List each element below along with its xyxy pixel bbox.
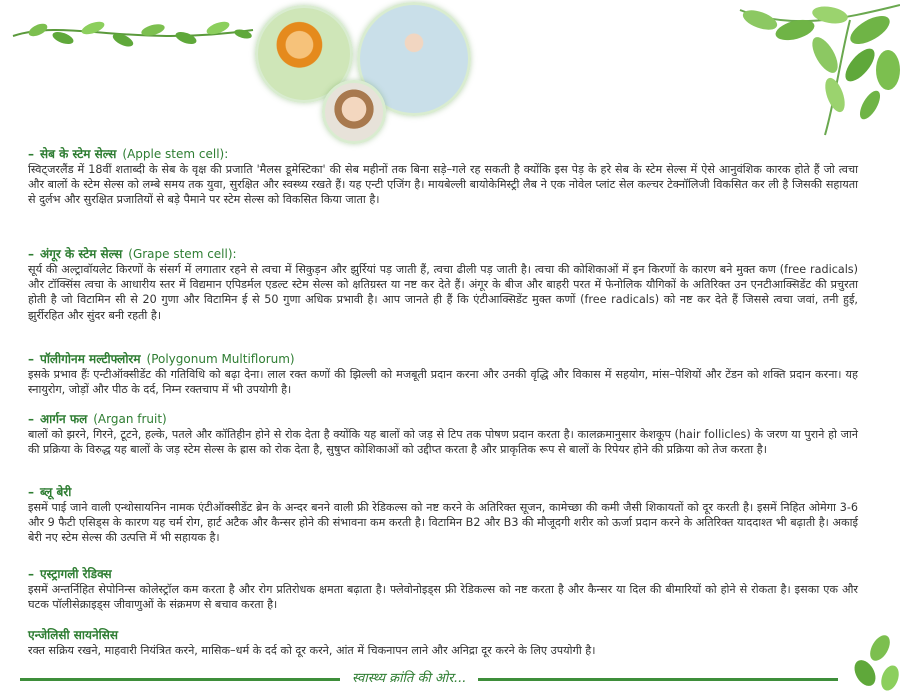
vine-decoration-icon bbox=[8, 8, 258, 58]
heading-hindi: पॉलीगोनम मल्टीफ्लोरम bbox=[40, 352, 141, 366]
heading-hindi: आर्गन फल bbox=[40, 412, 88, 426]
dash-bullet-icon: – bbox=[28, 485, 34, 499]
section-heading bbox=[28, 411, 858, 427]
footer bbox=[0, 668, 900, 690]
footer-rule-left bbox=[20, 678, 340, 681]
dash-bullet-icon: – bbox=[28, 247, 34, 261]
heading-hindi: एन्जेलिसी सायनेसिस bbox=[28, 628, 118, 642]
footer-rule-right bbox=[478, 678, 838, 681]
heading-hindi: ब्लू बेरी bbox=[40, 485, 72, 499]
section-body: स्विट्जरलैंड में 18वीं शताब्दी के सेब के वृक्ष की प्रजाति 'मैलस डूमेस्टिका' की सेब महीनों तक बिना सड़े–गले रह सकती है क्योंकि इस पेड़ के हरे सेब के स्टेम सेल्स में ऐसे आनुवंशिक कारक होते हैं जो त्वचा और बालों के स्टेम सेल्स को लम्बे समय तक युवा, सुरक्षित और स्वस्थ्य रखते हैं। यह एन्टी एजिंग है। मायबेल्ली बायोकेमिस्ट्री लैब ने एक नोवेल प्लांट सेल कल्चर टेक्नॉलिजी विकसित कर ली है जिसकी सहायता से दुर्लभ और सुरक्षित प्रजातियों से बड़े पैमाने पर स्टेम सेल्स को विकसित किया जाता है। bbox=[28, 163, 858, 207]
section-grape-stem-cell bbox=[28, 246, 858, 323]
section-body: इसमें पाई जाने वाली एन्थोसायनिन नामक एंटीऑक्सीडेंट ब्रेन के अन्दर बनने वाली फ्री रेडिकल्स को नष्ट करने के अतिरिक्त सूजन, कामेच्छा की कमी जैसी शिकायतों को दूर करती है। इसमें निहित ओमेगा 3-6 और 9 फैटी एसिड्स के कारण यह चर्म रोग, हार्ट अटैक और कैन्सर होने की संभावना कम करती है। विटामिन B2 और B3 की मौजूदगी शरीर को ऊर्जा प्रदान करने के अतिरिक्त याददाश्त भी बढ़ाती है। अकाई बेरी नए स्टेम सेल्स की उत्पत्ति में भी सहायक है। bbox=[28, 501, 858, 545]
section-body: सूर्य की अल्ट्रावॉयलेट किरणों के संसर्ग में लगातार रहने से त्वचा में सिकुड़न और झुर्रियां पड़ जाती हैं, त्वचा ढीली पड़ जाती है। त्वचा की कोशिकाओं में इन किरणों के कारण बने मुक्त कण (free radicals) और टॉक्सिंस त्वचा के आधारीय स्तर में विद्यमान एपिडर्मल एडल्ट स्टेम सेल्स को क्षतिग्रस्त या नष्ट कर देते हैं। अंगूर के बीज और बाहरी परत में फेनोलिक यौगिकों के अतिरिक्त उन एनटीआक्सिडेंट की प्रचुरता होती है जो विटामिन सी से 20 गुणा और विटामिन ई से 50 गुणा अधिक प्रभावी है। आप जानते ही हैं कि एंटीआक्सिडेंट मुक्त कणों (free radicals) को नष्ट कर देते हैं जिससे त्वचा जवां, तनी हुई, झुर्रीरहित और सुंदर बनी रहती है। bbox=[28, 263, 858, 322]
section-angelicae-sinensis bbox=[28, 627, 595, 658]
section-polygonum bbox=[28, 351, 858, 397]
section-heading bbox=[28, 484, 858, 500]
dash-bullet-icon: – bbox=[28, 147, 34, 161]
section-blue-berry bbox=[28, 484, 858, 546]
leaves-decoration-icon bbox=[620, 0, 900, 140]
section-argan-fruit bbox=[28, 411, 858, 457]
dash-bullet-icon: – bbox=[28, 567, 34, 581]
heading-hindi: अंगूर के स्टेम सेल्स bbox=[40, 247, 123, 261]
section-body: बालों को झरने, गिरने, टूटने, हल्के, पतले और कॉतिहीन होने से रोक देता है क्योंकि यह बालों को जड़ से टिप तक पोषण प्रदान करता है। कालक्रमानुसार केशकूप (hair follicles) के जरण या पुराने हो जाने की प्रक्रिया के विरुद्ध यह बालों के जड़ स्टेम सेल्स के ह्रास को रोक देता है, सुषुप्त कोशिकाओं को उद्दीप्त करता है और प्राकृतिक रूप से बालों के रिपेयर होने की प्रक्रिया को तेज करता है। bbox=[28, 428, 858, 457]
section-heading bbox=[28, 566, 858, 582]
section-heading bbox=[28, 246, 858, 262]
section-heading bbox=[28, 351, 858, 367]
section-heading bbox=[28, 146, 858, 162]
section-apple-stem-cell bbox=[28, 146, 858, 208]
dash-bullet-icon: – bbox=[28, 352, 34, 366]
footer-tagline: स्वास्थ्य क्रांति की ओर... bbox=[352, 671, 466, 686]
section-body: इसके प्रभाव हैंः एन्टीऑक्सीडेंट की गतिविधि को बढ़ा देना। लाल रक्त कणों की झिल्ली को मजबूती प्रदान करना और उनकी वृद्धि और विकास में सहयोग, मांस–पेशियों और टेंडन को शक्ति प्रदान करना। यह स्नायुरोग, जोड़ों और पीठ के दर्द, निम्न रक्तचाप में भी उपयोगी है। bbox=[28, 368, 858, 397]
section-body: रक्त सक्रिय रखने, माहवारी नियंत्रित करने, मासिक–धर्म के दर्द को दूर करने, आंत में चिकनापन लाने और अनिद्रा दूर करने के लिए उपयोगी है। bbox=[28, 644, 596, 657]
heading-english: (Apple stem cell): bbox=[122, 147, 229, 161]
heading-english: (Polygonum Multiflorum) bbox=[146, 352, 295, 366]
section-heading bbox=[28, 627, 595, 643]
section-astragali-radix bbox=[28, 566, 858, 612]
heading-english: (Argan fruit) bbox=[93, 412, 167, 426]
heading-hindi: एस्ट्रागली रेडिक्स bbox=[40, 567, 112, 581]
section-body: इसमें अन्तर्निहित सेपोनिन्स कोलेस्ट्रॉल कम करता है और रोग प्रतिरोधक क्षमता बढ़ाता है। फ्लेवोनोइड्स फ्री रेडिकल्स को नष्ट करता है और कैन्सर या दिल की बीमारियों को होने से रोकता है। इसका एक और घटक पॉलीसेक्राइड्स जीवाणुओं के संक्रमण से बचाव करता है। bbox=[28, 583, 858, 612]
heading-hindi: सेब के स्टेम सेल्स bbox=[40, 147, 117, 161]
woman-face-photo bbox=[322, 80, 386, 144]
heading-english: (Grape stem cell): bbox=[128, 247, 237, 261]
dash-bullet-icon: – bbox=[28, 412, 34, 426]
